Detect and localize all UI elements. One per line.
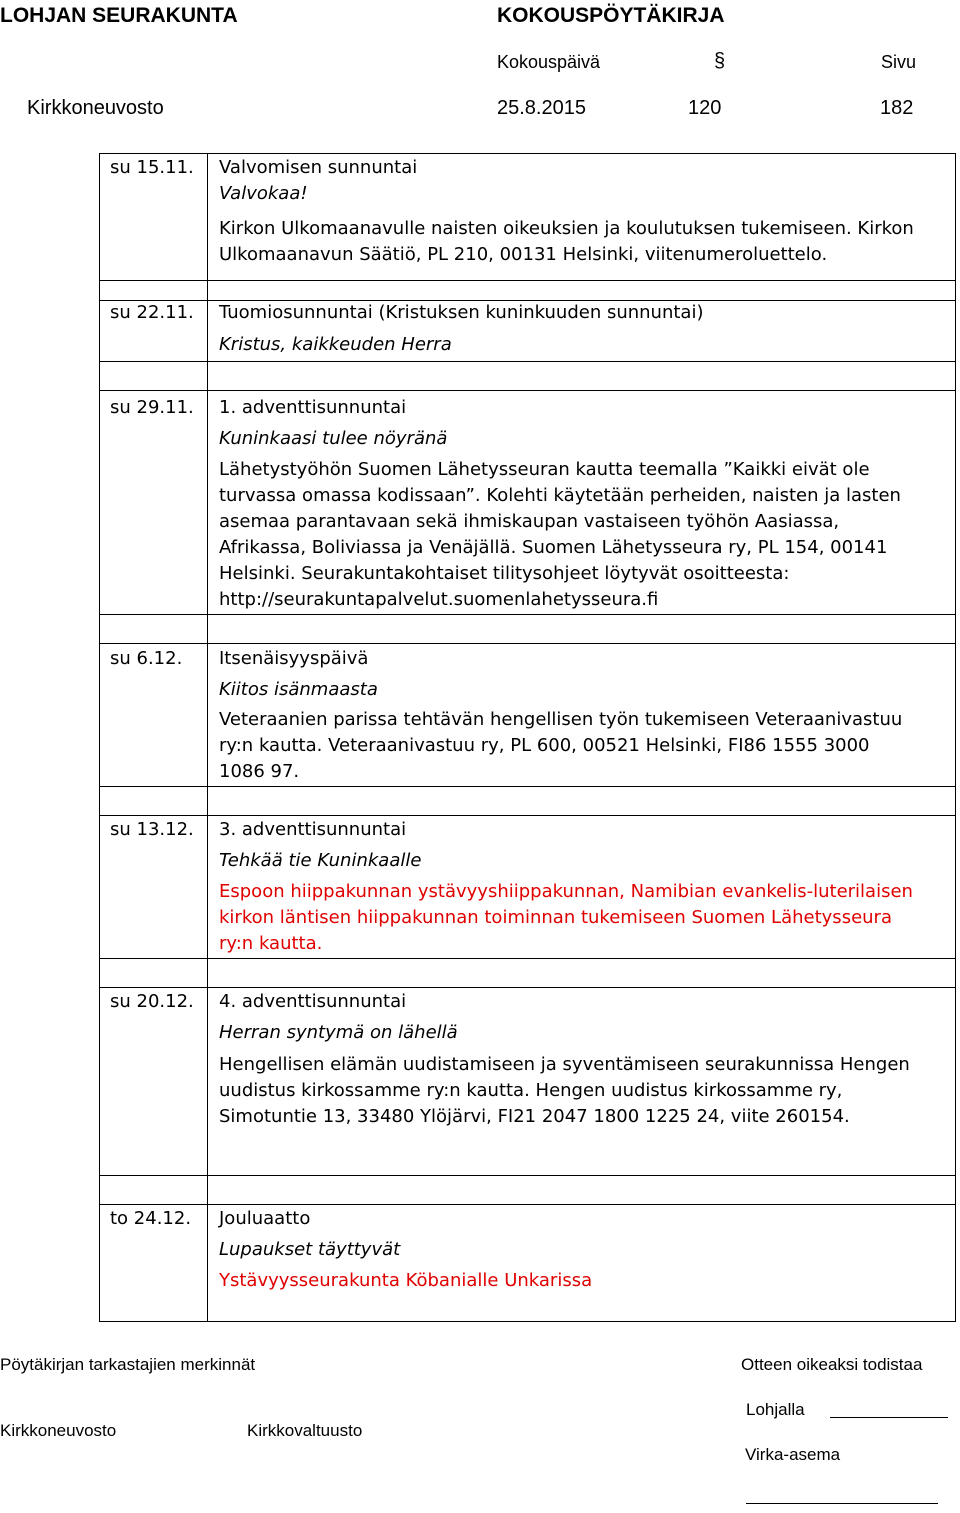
entry-title: Valvomisen sunnuntai: [219, 157, 418, 178]
table-row-divider: [99, 643, 956, 644]
entry-theme: Lupaukset täyttyvät: [219, 1239, 401, 1260]
entry-title: Jouluaatto: [219, 1208, 311, 1229]
table-row-divider: [99, 390, 956, 391]
entry-title: Itsenäisyyspäivä: [219, 648, 369, 669]
entry-text-line: 1086 97.: [219, 761, 300, 782]
entry-text-line: Simotuntie 13, 33480 Ylöjärvi, FI21 2047 1800 1225 24, viite 260154.: [219, 1106, 850, 1127]
entry-date: su 29.11.: [110, 397, 194, 418]
entry-theme: Herran syntymä on lähellä: [219, 1022, 458, 1043]
meeting-date: 25.8.2015: [497, 97, 586, 119]
entry-theme: Kuninkaasi tulee nöyränä: [219, 428, 448, 449]
table-row-divider: [99, 1204, 956, 1205]
entry-text-line: kirkon läntisen hiippakunnan toiminnan tukemiseen Suomen Lähetysseura: [219, 907, 892, 928]
entry-date: su 13.12.: [110, 819, 194, 840]
table-row-divider: [99, 1175, 956, 1176]
entry-text-line: Afrikassa, Boliviassa ja Venäjällä. Suomen Lähetysseura ry, PL 154, 00141: [219, 537, 888, 558]
entry-date: su 15.11.: [110, 157, 194, 178]
entry-text-line: uudistus kirkossamme ry:n kautta. Hengen uudistus kirkossamme ry,: [219, 1080, 843, 1101]
entry-theme: Tehkää tie Kuninkaalle: [219, 850, 422, 871]
place-signature-line: [830, 1417, 948, 1418]
entry-title: 3. adventtisunnuntai: [219, 819, 407, 840]
table-row-divider: [99, 614, 956, 615]
section-mark: §: [714, 50, 726, 72]
page-label: Sivu: [881, 52, 917, 72]
meeting-body: Kirkkoneuvosto: [27, 97, 164, 119]
entry-date: su 20.12.: [110, 991, 194, 1012]
kirkkovaltuusto-label: Kirkkovaltuusto: [247, 1421, 363, 1440]
entry-text-line: Hengellisen elämän uudistamiseen ja syventämiseen seurakunnissa Hengen: [219, 1054, 910, 1075]
table-row-divider: [99, 958, 956, 959]
place-label: Lohjalla: [746, 1400, 805, 1419]
entry-text-line: Kirkon Ulkomaanavulle naisten oikeuksien ja koulutuksen tukemiseen. Kirkon: [219, 218, 914, 239]
entry-text-line: asemaa parantavaan sekä ihmiskaupan vastaiseen työhön Aasiassa,: [219, 511, 840, 532]
entry-text-line: http://seurakuntapalvelut.suomenlahetysseura.fi: [219, 589, 659, 610]
entry-title: 4. adventtisunnuntai: [219, 991, 407, 1012]
entry-theme: Kristus, kaikkeuden Herra: [219, 334, 452, 355]
entry-text-line: Veteraanien parissa tehtävän hengellisen työn tukemiseen Veteraanivastuu: [219, 709, 903, 730]
entry-theme: Kiitos isänmaasta: [219, 679, 378, 700]
certified-label: Otteen oikeaksi todistaa: [741, 1355, 923, 1374]
table-row-divider: [99, 280, 956, 281]
entry-date: su 6.12.: [110, 648, 183, 669]
reviewers-label: Pöytäkirjan tarkastajien merkinnät: [0, 1355, 256, 1374]
entry-text-line: ry:n kautta. Veteraanivastuu ry, PL 600, 00521 Helsinki, FI86 1555 3000: [219, 735, 870, 756]
entry-title: Tuomiosunnuntai (Kristuksen kuninkuuden sunnuntai): [219, 302, 704, 323]
position-label: Virka-asema: [745, 1445, 841, 1464]
org-name: LOHJAN SEURAKUNTA: [0, 4, 238, 27]
entry-title: 1. adventtisunnuntai: [219, 397, 407, 418]
entry-text-line: Espoon hiippakunnan ystävyyshiippakunnan, Namibian evankelis-luterilaisen: [219, 881, 913, 902]
table-column-divider: [207, 153, 208, 1322]
page-number: 182: [880, 97, 914, 119]
entry-theme: Valvokaa!: [219, 183, 308, 204]
table-row-divider: [99, 361, 956, 362]
entry-date: to 24.12.: [110, 1208, 192, 1229]
table-row-divider: [99, 987, 956, 988]
table-row-divider: [99, 786, 956, 787]
kirkkoneuvosto-label: Kirkkoneuvosto: [0, 1421, 117, 1440]
position-signature-line: [746, 1503, 938, 1504]
table-row-divider: [99, 815, 956, 816]
entry-date: su 22.11.: [110, 302, 194, 323]
entry-text-line: Ulkomaanavun Säätiö, PL 210, 00131 Helsinki, viitenumeroluettelo.: [219, 244, 828, 265]
meeting-date-label: Kokouspäivä: [497, 52, 601, 72]
entry-text-line: turvassa omassa kodissaan”. Kolehti käytetään perheiden, naisten ja lasten: [219, 485, 901, 506]
document-type: KOKOUSPÖYTÄKIRJA: [497, 4, 725, 27]
entry-text-line: ry:n kautta.: [219, 933, 323, 954]
entry-text-line: Helsinki. Seurakuntakohtaiset tilitysohjeet löytyvät osoitteesta:: [219, 563, 790, 584]
entry-text-line: Lähetystyöhön Suomen Lähetysseuran kautta teemalla ”Kaikki eivät ole: [219, 459, 870, 480]
section-number: 120: [688, 97, 722, 119]
entry-text-line: Ystävyysseurakunta Köbanialle Unkarissa: [219, 1270, 593, 1291]
